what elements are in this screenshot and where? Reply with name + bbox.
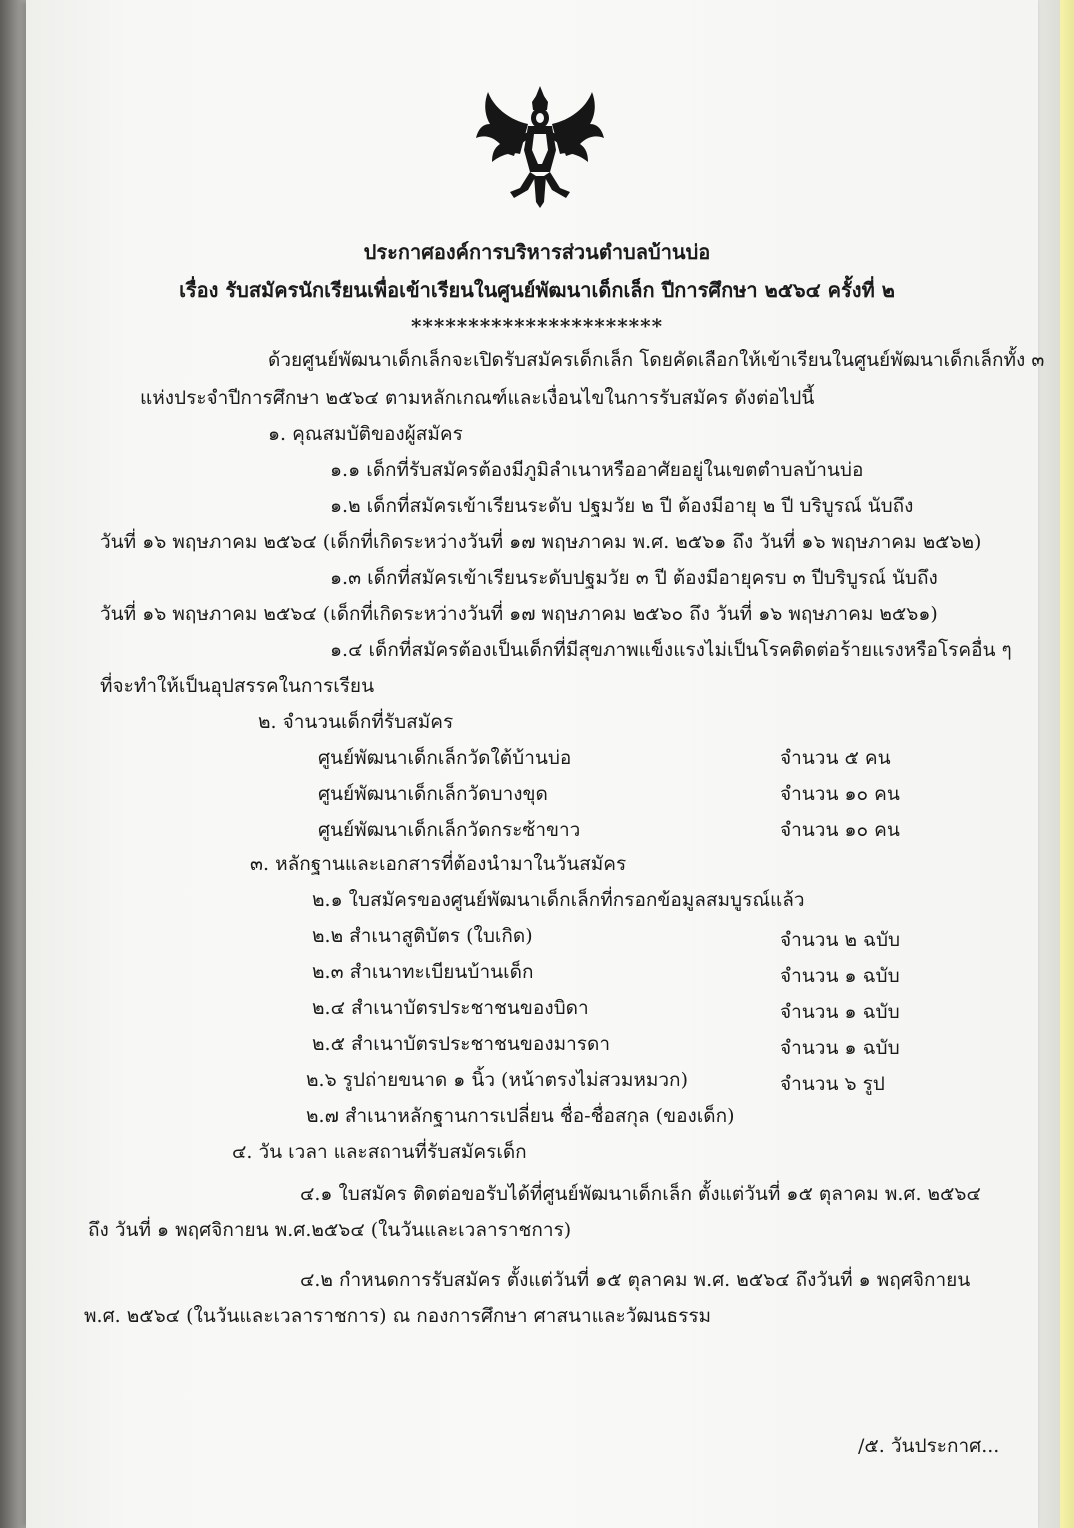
- center-quantity: จำนวน ๑๐ คน: [780, 819, 900, 841]
- section-3-heading: ๓. หลักฐานและเอกสารที่ต้องนำมาในวันสมัคร: [250, 853, 627, 875]
- intro-line-2: แห่งประจำปีการศึกษา ๒๕๖๔ ตามหลักเกณฑ์และเงื่อนไขในการรับสมัคร ดังต่อไปนี้: [140, 387, 815, 409]
- document-item: ๒.๒ สำเนาสูติบัตร (ใบเกิด): [312, 925, 533, 947]
- document-item: ๒.๖ รูปถ่ายขนาด ๑ นิ้ว (หน้าตรงไม่สวมหมวก): [306, 1069, 688, 1091]
- section-1-item-3-cont: วันที่ ๑๖ พฤษภาคม ๒๕๖๔ (เด็กที่เกิดระหว่างวันที่ ๑๗ พฤษภาคม ๒๕๖๐ ถึง วันที่ ๑๖ พฤษภาคม ๒๕๖๑): [100, 603, 938, 625]
- section-4-item-2: ๔.๒ กำหนดการรับสมัคร ตั้งแต่วันที่ ๑๕ ตุลาคม พ.ศ. ๒๕๖๔ ถึงวันที่ ๑ พฤศจิกายน: [300, 1269, 971, 1291]
- section-1-item-3: ๑.๓ เด็กที่สมัครเข้าเรียนระดับปฐมวัย ๓ ปี ต้องมีอายุครบ ๓ ปีบริบูรณ์ นับถึง: [330, 567, 938, 589]
- center-name: ศูนย์พัฒนาเด็กเล็กวัดใต้บ้านบ่อ: [318, 747, 572, 769]
- section-2-heading: ๒. จำนวนเด็กที่รับสมัคร: [258, 711, 454, 733]
- center-quantity: จำนวน ๕ คน: [780, 747, 891, 769]
- section-1-item-2-cont: วันที่ ๑๖ พฤษภาคม ๒๕๖๔ (เด็กที่เกิดระหว่างวันที่ ๑๗ พฤษภาคม พ.ศ. ๒๕๖๑ ถึง วันที่ ๑๖ พฤษภาคม ๒๕๖๒): [100, 531, 982, 553]
- section-1-heading: ๑. คุณสมบัติของผู้สมัคร: [268, 423, 463, 445]
- center-quantity: จำนวน ๑๐ คน: [780, 783, 900, 805]
- document-item: ๒.๕ สำเนาบัตรประชาชนของมารดา: [312, 1033, 611, 1055]
- separator-stars: **********************: [410, 314, 664, 338]
- document-quantity: จำนวน ๑ ฉบับ: [780, 965, 900, 987]
- document-quantity: จำนวน ๒ ฉบับ: [780, 929, 901, 951]
- sticky-note-edge: [1060, 0, 1074, 1528]
- document-title: ประกาศองค์การบริหารส่วนตำบลบ้านบ่อ: [363, 240, 711, 264]
- section-1-item-4: ๑.๔ เด็กที่สมัครต้องเป็นเด็กที่มีสุขภาพแข็งแรงไม่เป็นโรคติดต่อร้ายแรงหรือโรคอื่น ๆ: [330, 639, 1012, 661]
- section-1-item-2: ๑.๒ เด็กที่สมัครเข้าเรียนระดับ ปฐมวัย ๒ ปี ต้องมีอายุ ๒ ปี บริบูรณ์ นับถึง: [330, 495, 914, 517]
- desk-shadow-left: [0, 0, 26, 1528]
- section-1-item-4-cont: ที่จะทำให้เป็นอุปสรรคในการเรียน: [100, 675, 375, 697]
- document-quantity: จำนวน ๑ ฉบับ: [780, 1001, 900, 1023]
- document-item: ๒.๑ ใบสมัครของศูนย์พัฒนาเด็กเล็กที่กรอกข้อมูลสมบูรณ์แล้ว: [312, 889, 805, 911]
- intro-line-1: ด้วยศูนย์พัฒนาเด็กเล็กจะเปิดรับสมัครเด็กเล็ก โดยคัดเลือกให้เข้าเรียนในศูนย์พัฒนาเด็กเล็กทั้ง ๓: [268, 349, 1045, 371]
- page-continuation: /๕. วันประกาศ...: [858, 1435, 1000, 1457]
- document-item: ๒.๔ สำเนาบัตรประชาชนของบิดา: [312, 997, 589, 1019]
- section-4-item-1: ๔.๑ ใบสมัคร ติดต่อขอรับได้ที่ศูนย์พัฒนาเด็กเล็ก ตั้งแต่วันที่ ๑๕ ตุลาคม พ.ศ. ๒๕๖๔: [300, 1183, 981, 1205]
- section-1-item-1: ๑.๑ เด็กที่รับสมัครต้องมีภูมิลำเนาหรืออาศัยอยู่ในเขตตำบลบ้านบ่อ: [330, 459, 864, 481]
- center-name: ศูนย์พัฒนาเด็กเล็กวัดกระซ้าขาว: [318, 819, 581, 841]
- document-subject: เรื่อง รับสมัครนักเรียนเพื่อเข้าเรียนในศูนย์พัฒนาเด็กเล็ก ปีการศึกษา ๒๕๖๔ ครั้งที่ ๒: [179, 278, 895, 302]
- document-quantity: จำนวน ๑ ฉบับ: [780, 1037, 900, 1059]
- document-item: ๒.๓ สำเนาทะเบียนบ้านเด็ก: [312, 961, 534, 983]
- center-name: ศูนย์พัฒนาเด็กเล็กวัดบางขุด: [318, 783, 548, 805]
- section-4-item-1-cont: ถึง วันที่ ๑ พฤศจิกายน พ.ศ.๒๕๖๔ (ในวันและเวลาราชการ): [88, 1219, 572, 1241]
- section-4-heading: ๔. วัน เวลา และสถานที่รับสมัครเด็ก: [232, 1141, 527, 1163]
- section-4-item-2-cont: พ.ศ. ๒๕๖๔ (ในวันและเวลาราชการ) ณ กองการศึกษา ศาสนาและวัฒนธรรม: [84, 1305, 712, 1327]
- garuda-emblem-icon: [470, 80, 610, 210]
- document-item: ๒.๗ สำเนาหลักฐานการเปลี่ยน ชื่อ-ชื่อสกุล (ของเด็ก): [306, 1105, 735, 1127]
- document-quantity: จำนวน ๖ รูป: [780, 1073, 885, 1095]
